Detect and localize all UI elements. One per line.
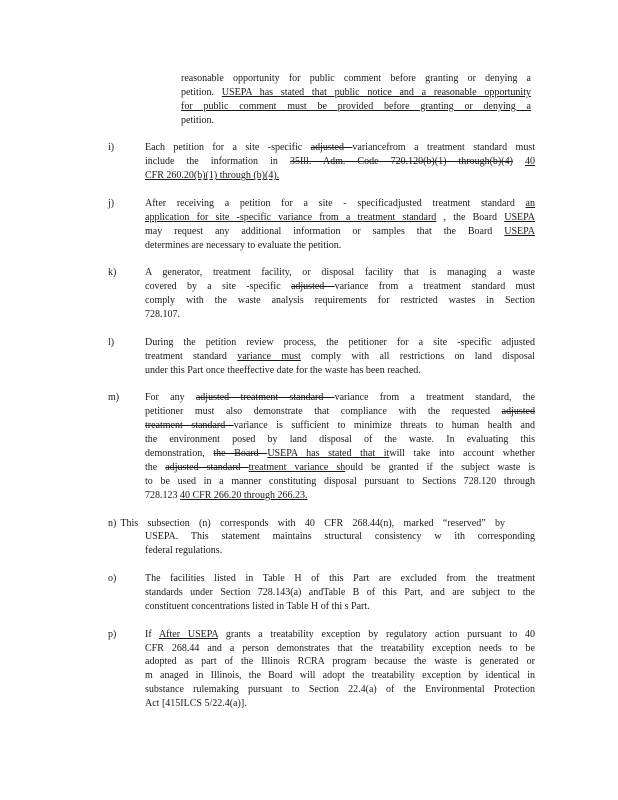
paragraph-body <box>145 197 535 253</box>
text-segment: USEPA. This statement maintains structural consistency w ith corresponding <box>145 531 535 543</box>
text-segment: petition. <box>181 86 222 98</box>
text-segment: the environment posed by land disposal of the waste. In evaluating this <box>145 434 535 446</box>
text-segment: variancefrom a treatment standard must <box>352 142 535 154</box>
inserted-text: 40 <box>525 156 535 168</box>
inserted-text: an <box>525 198 535 210</box>
paragraph-label: k) <box>108 267 117 279</box>
text-line <box>145 350 535 364</box>
text-segment: variance from a treatment standard must <box>334 281 535 293</box>
text-segment: Act [415ILCS 5/22.4(a)]. <box>145 698 247 710</box>
paragraph-m <box>0 391 618 502</box>
text-segment <box>513 156 525 167</box>
paragraph-o <box>0 572 618 614</box>
text-segment: During the petition review process, the petitioner for a site -specific adjusted <box>145 336 535 348</box>
text-line <box>145 655 535 669</box>
paragraph-label: p) <box>108 628 117 640</box>
text-segment: grants a treatability exception by regulatory action pursuant to 40 <box>218 628 535 640</box>
text-line <box>145 405 535 419</box>
paragraph-l <box>0 336 618 378</box>
paragraph-label: m) <box>108 392 120 404</box>
text-line <box>145 419 535 433</box>
text-segment: treatment standard <box>145 350 238 362</box>
text-line <box>145 308 535 322</box>
deleted-text: adjusted <box>501 406 535 418</box>
text-line <box>181 114 531 128</box>
text-segment: This subsection (n) corresponds with 40 CFR 268.44(n), marked “reserved” by <box>120 517 505 529</box>
text-line <box>108 517 505 531</box>
text-segment: The facilities listed in Table H of this Part are excluded from the treatment <box>145 573 535 585</box>
text-segment: For any <box>145 392 196 404</box>
text-segment: covered by a site -specific <box>145 281 291 293</box>
deleted-text: 35Ill. Adm. Code 720.120(b)(1) through(b)(4) <box>289 156 513 168</box>
text-line <box>145 197 535 211</box>
paragraph-body <box>145 141 535 183</box>
paragraph-i <box>0 141 618 183</box>
paragraph-label: l) <box>108 336 115 348</box>
paragraph-body <box>145 391 535 502</box>
text-segment: ould be granted if the subject waste is <box>345 461 535 473</box>
deleted-text: adjusted <box>310 142 353 154</box>
text-segment: demonstration, <box>145 448 214 460</box>
text-line <box>145 433 535 447</box>
text-line <box>145 364 535 378</box>
text-segment: may request any additional information or samples that the Board <box>145 225 505 237</box>
text-line <box>145 336 535 350</box>
text-line <box>145 544 535 558</box>
text-segment: determines are necessary to evaluate the petition. <box>145 239 342 251</box>
text-line <box>145 669 535 683</box>
paragraph-body <box>145 266 535 322</box>
text-line <box>145 141 535 155</box>
text-line <box>145 572 535 586</box>
deleted-text: adjusted standard <box>165 461 249 473</box>
text-segment: CFR 268.44 and a person demonstrates that the treatability exception needs to be <box>145 642 535 654</box>
paragraph-n <box>0 517 618 559</box>
text-segment: adopted as part of the Illinois RCRA program because the waste is generated or <box>145 656 535 668</box>
paragraph-label: o) <box>108 573 117 585</box>
text-segment: 728.123 <box>145 489 180 501</box>
paragraph-continuation <box>0 72 618 128</box>
text-segment: petitioner must also demonstrate that compliance with the requested <box>145 406 502 418</box>
inserted-text: for public comment must be provided before granting or denying a <box>181 100 531 112</box>
text-segment: 728.107. <box>145 309 180 321</box>
text-segment: comply with the waste analysis requirements for restricted wastes in Section <box>145 295 535 307</box>
text-segment: standards under Section 728.143(a) andTable B of this Part, and are subject to the <box>145 586 535 598</box>
text-line <box>145 447 535 461</box>
text-segment: m anaged in Illinois, the Board will adopt the treatability exception by identical in <box>145 670 535 682</box>
text-segment: under this Part once theeffective date for the waste has been reached. <box>145 364 421 376</box>
text-segment: to be used in a manner constituting disposal pursuant to Sections 728.120 through <box>145 475 535 487</box>
text-segment: After receiving a petition for a site - specificadjusted treatment standard <box>145 198 526 210</box>
text-line <box>145 461 535 475</box>
text-line <box>145 266 535 280</box>
text-line <box>145 391 535 405</box>
text-segment: reasonable opportunity for public comment before granting or denying a <box>181 73 531 84</box>
inserted-text: treatment variance sh <box>248 461 346 473</box>
text-segment: variance from a treatment standard, the <box>334 392 535 404</box>
text-line <box>181 72 531 86</box>
inserted-text: 40 CFR 266.20 through 266.23. <box>180 489 308 501</box>
text-line <box>181 86 531 100</box>
text-segment: will take into account whether <box>389 448 535 460</box>
inserted-text: USEPA has stated that public notice and a reasonable opportunity <box>221 86 531 98</box>
text-segment: A generator, treatment facility, or disposal facility that is managing a waste <box>145 267 535 279</box>
inserted-text: CFR 260.20(b)(1) through (b)(4). <box>145 170 280 182</box>
text-line <box>145 628 535 642</box>
inserted-text: application for site -specific variance from a treatment standard <box>145 211 437 223</box>
inserted-text: USEPA has stated that it <box>267 448 390 460</box>
document-page <box>0 72 618 725</box>
text-line <box>145 600 535 614</box>
text-segment: substance rulemaking pursuant to Section 22.4(a) of the Environmental Protection <box>145 684 535 696</box>
paragraph-label: j) <box>108 198 115 210</box>
text-segment: petition. <box>181 114 215 126</box>
text-line <box>145 239 535 253</box>
deleted-text: the Board <box>213 448 268 460</box>
text-line <box>145 280 535 294</box>
paragraph-body <box>145 336 535 378</box>
paragraph-body <box>181 72 531 128</box>
text-line <box>145 475 535 489</box>
paragraph-j <box>0 197 618 253</box>
inserted-text: variance must <box>237 350 301 362</box>
text-segment: federal regulations. <box>145 545 223 557</box>
text-line <box>145 294 535 308</box>
text-line <box>181 100 531 114</box>
text-segment: comply with all restrictions on land disposal <box>300 350 535 362</box>
text-line <box>145 530 535 544</box>
text-line <box>145 211 535 225</box>
text-line <box>145 642 535 656</box>
text-line <box>145 489 535 503</box>
text-line <box>145 683 535 697</box>
paragraph-k <box>0 266 618 322</box>
paragraph-body <box>145 628 535 711</box>
paragraph-label: n) <box>108 517 117 529</box>
text-line <box>145 155 535 169</box>
text-segment: Each petition for a site -specific <box>145 142 311 154</box>
text-line <box>145 225 535 239</box>
deleted-text: treatment standard <box>145 420 234 432</box>
paragraph-body <box>145 572 535 614</box>
text-line <box>145 697 535 711</box>
text-segment: constituent concentrations listed in Table H of thi s Part. <box>145 600 370 612</box>
text-segment: , the Board <box>436 211 505 223</box>
paragraph-p <box>0 628 618 711</box>
text-segment: include the information in <box>145 156 290 168</box>
paragraph-label: i) <box>108 142 115 154</box>
deleted-text: adjusted treatment standard <box>195 392 335 404</box>
inserted-text: USEPA <box>504 211 535 223</box>
text-line <box>145 586 535 600</box>
text-segment: If <box>145 628 159 640</box>
text-segment: the <box>145 461 166 473</box>
inserted-text: After USEPA <box>158 628 219 640</box>
text-line <box>145 169 535 183</box>
inserted-text: USEPA <box>504 225 535 237</box>
deleted-text: adjusted <box>290 281 335 293</box>
paragraph-body <box>108 517 535 559</box>
text-segment: variance is sufficient to minimize threats to human health and <box>233 420 535 432</box>
